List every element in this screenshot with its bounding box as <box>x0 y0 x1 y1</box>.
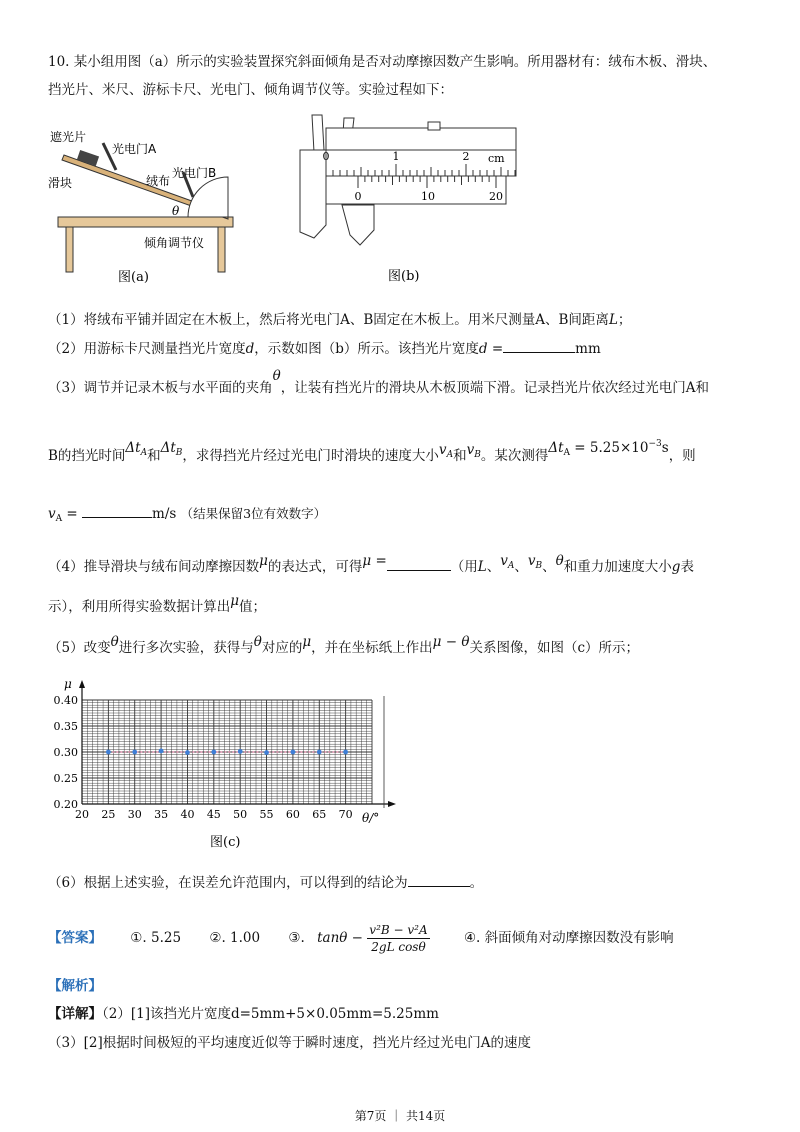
question-line-2: 挡光片、米尺、游标卡尺、光电门、倾角调节仪等。实验过程如下： <box>48 82 453 98</box>
page-footer: 第7页 ｜ 共14页 <box>354 1109 446 1123</box>
detail-line-1: 【详解】（2）[1]该挡光片宽度d=5mm+5×0.05mm=5.25mm <box>48 1006 439 1022</box>
angle-adjuster-icon <box>188 177 228 217</box>
x-axis-arrow-icon <box>388 801 396 807</box>
answer-3-tan: tanθ − <box>317 930 363 946</box>
vernier-tick-10: 10 <box>421 190 435 203</box>
answer-2: ②. 1.00 <box>209 930 261 946</box>
x-tick-label: 40 <box>180 808 195 821</box>
step-1: （1）将绒布平铺并固定在木板上，然后将光电门A、B固定在木板上。用米尺测量A、B间距离L； <box>48 312 632 328</box>
figure-c-chart <box>42 676 402 856</box>
answer-row <box>48 922 674 954</box>
data-point <box>185 750 190 755</box>
data-point <box>238 749 243 754</box>
x-tick-label: 35 <box>154 808 169 821</box>
y-tick-label: 0.30 <box>53 746 78 759</box>
step-3-line-2: B的挡光时间$\Delta t_A$和$\Delta t_B$，求得挡光片经过光电门时滑块的速度大小$v_A$和$v_B$。某次测得$\Delta t_A = 5.25\times 10^{-3}s$，则 <box>48 439 696 464</box>
data-point <box>211 750 216 755</box>
main-tick-0: 0 <box>322 150 330 163</box>
figure-a-caption: 图(a) <box>118 270 149 285</box>
label-cloth: 绒布 <box>146 174 171 188</box>
x-tick-label: 50 <box>233 808 248 821</box>
answer-blank-3[interactable] <box>387 556 451 571</box>
chart-y-ticks <box>54 694 79 811</box>
label-gate-a: 光电门A <box>112 142 157 156</box>
answer-3-fraction: $\frac{\text{v²B − v²A}}{\text{2gL cosθ}}$ <box>369 923 428 954</box>
answer-blank-2[interactable] <box>82 503 152 518</box>
y-tick-label: 0.35 <box>53 720 78 733</box>
caliper-top-bar <box>326 128 516 150</box>
answer-tag: 【答案】 <box>48 930 102 946</box>
x-tick-label: 60 <box>285 808 300 821</box>
vernier-tick-20: 20 <box>489 190 503 203</box>
answer-4: ④. 斜面倾角对动摩擦因数没有影响 <box>463 930 674 946</box>
detail-line-2: （3）[2]根据时间极短的平均速度近似等于瞬时速度，挡光片经过光电门A的速度 <box>48 1035 531 1051</box>
label-block: 滑块 <box>48 176 73 190</box>
chart-y-label: μ <box>64 677 72 691</box>
figure-b <box>292 110 522 285</box>
step-3-line-1: （3）调节并记录木板与水平面的夹角θ，让装有挡光片的滑块从木板顶端下滑。记录挡光片依次经过光电门A和 <box>48 368 709 396</box>
label-shade: 遮光片 <box>50 130 87 144</box>
label-gate-b: 光电门B <box>172 166 217 180</box>
answer-blank-1[interactable] <box>503 338 575 353</box>
answer-3-label: ③. <box>288 930 305 946</box>
main-unit: cm <box>488 152 505 165</box>
x-tick-label: 45 <box>206 808 221 821</box>
x-tick-label: 70 <box>338 808 353 821</box>
figure-b-caption: 图(b) <box>388 269 420 284</box>
data-point <box>343 750 348 755</box>
answer-blank-4[interactable] <box>408 872 470 887</box>
x-tick-label: 65 <box>312 808 327 821</box>
data-point <box>159 749 164 754</box>
step-5: （5）改变θ进行多次实验，获得与θ对应的μ，并在坐标纸上作出μ − θ关系图像，如图（c）所示； <box>48 634 640 656</box>
main-tick-2: 2 <box>462 150 470 163</box>
y-tick-label: 0.25 <box>53 772 78 785</box>
caliper-screw <box>428 122 440 130</box>
x-tick-label: 20 <box>75 808 89 821</box>
y-tick-label: 0.20 <box>53 798 78 811</box>
data-point <box>106 750 111 755</box>
step-3-line-3: $v_A = m/s$ （结果保留3位有效数字） <box>48 503 326 529</box>
step-6: （6）根据上述实验，在误差允许范围内，可以得到的结论为 。 <box>48 872 483 893</box>
y-axis-arrow-icon <box>79 680 85 688</box>
data-point <box>317 750 322 755</box>
x-tick-label: 30 <box>127 808 142 821</box>
x-tick-label: 25 <box>101 808 116 821</box>
figure-c-caption: 图(c) <box>210 835 241 850</box>
question-line-1: 10. 某小组用图（a）所示的实验装置探究斜面倾角是否对动摩擦因数产生影响。所用器材有：绒布木板、滑块、 <box>48 54 717 70</box>
y-tick-label: 0.40 <box>53 694 78 707</box>
main-tick-1: 1 <box>392 150 400 163</box>
vernier-tick-0: 0 <box>354 190 362 203</box>
step-4-line-1: （4）推导滑块与绒布间动摩擦因数μ的表达式，可得μ = （用L、$v_A$、$v_B$、θ和重力加速度大小g表 <box>48 553 694 575</box>
data-point <box>132 750 137 755</box>
data-point <box>291 750 296 755</box>
label-adjuster: 倾角调节仪 <box>144 236 205 250</box>
chart-x-label: θ/° <box>362 811 380 825</box>
vernier-scale <box>326 176 506 204</box>
answer-1: ①. 5.25 <box>130 930 182 946</box>
data-point <box>264 750 269 755</box>
x-tick-label: 55 <box>259 808 274 821</box>
step-4-line-2: 示），利用所得实验数据计算出μ值； <box>48 593 267 615</box>
step-2: （2）用游标卡尺测量挡光片宽度d，示数如图（b）所示。该挡光片宽度d = mm <box>48 338 601 359</box>
figure-a <box>48 125 288 295</box>
analysis-tag: 【解析】 <box>48 978 102 994</box>
label-theta: θ <box>172 204 180 218</box>
chart-x-ticks <box>75 808 353 821</box>
